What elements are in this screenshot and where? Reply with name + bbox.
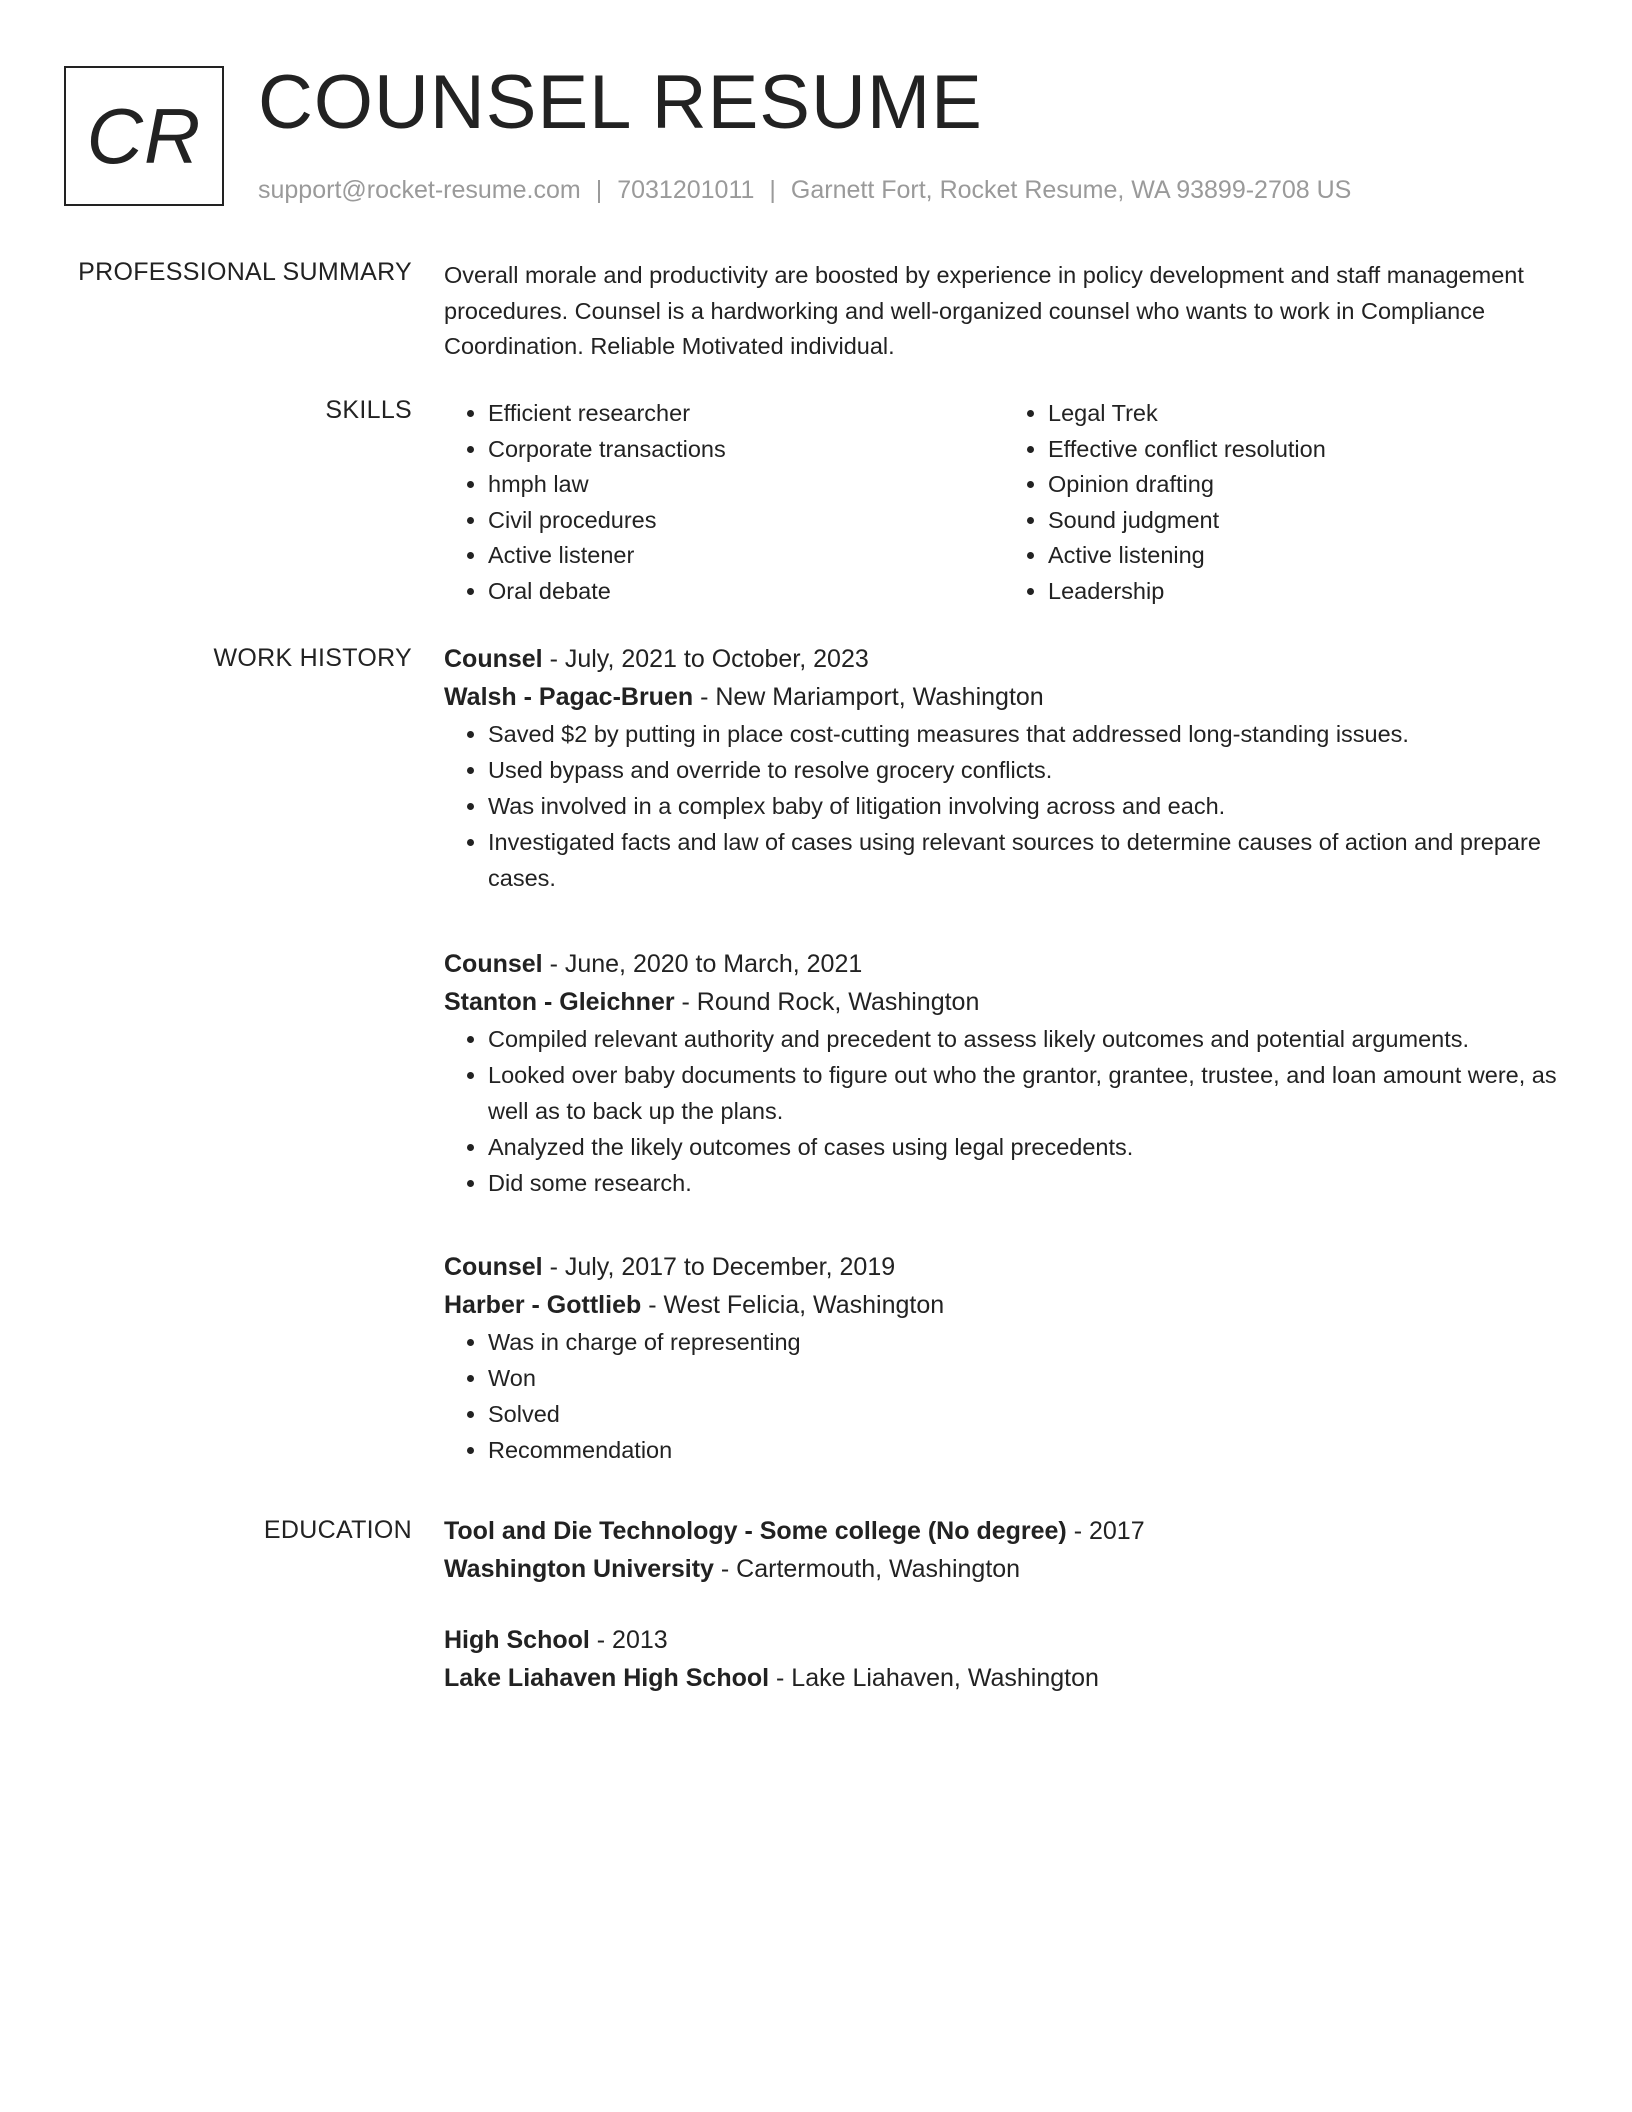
skill-item: • Opinion drafting bbox=[1048, 467, 1564, 503]
summary-label: PROFESSIONAL SUMMARY bbox=[78, 258, 412, 286]
job-bullets bbox=[444, 716, 1564, 896]
job-title: Counsel bbox=[444, 950, 543, 978]
education-location: - Lake Liahaven, Washington bbox=[769, 1664, 1099, 1692]
job-bullet: • Did some research. bbox=[488, 1165, 1564, 1201]
job-bullets bbox=[444, 1021, 1564, 1201]
contact-line bbox=[258, 176, 1351, 205]
job-entry bbox=[444, 1248, 1564, 1468]
job-bullet: • Compiled relevant authority and precedent to assess likely outcomes and potential arguments. bbox=[488, 1021, 1564, 1057]
skill-item: • Efficient researcher bbox=[488, 396, 1004, 432]
job-title: Counsel bbox=[444, 1253, 543, 1281]
education-degree: Tool and Die Technology - Some college (No degree) bbox=[444, 1517, 1067, 1545]
job-bullet: • Recommendation bbox=[488, 1432, 1564, 1468]
skills-label: SKILLS bbox=[325, 396, 412, 424]
job-bullet: • Was involved in a complex baby of litigation involving across and each. bbox=[488, 788, 1564, 824]
education-school-line bbox=[444, 1659, 1564, 1697]
education-year: - 2013 bbox=[589, 1626, 668, 1654]
skill-item: • Oral debate bbox=[488, 574, 1004, 610]
skills-columns bbox=[444, 396, 1564, 609]
education-school: Lake Liahaven High School bbox=[444, 1664, 770, 1692]
contact-separator: | bbox=[769, 176, 776, 204]
job-title-line bbox=[444, 1248, 1564, 1286]
contact-email: support@rocket-resume.com bbox=[258, 176, 581, 204]
job-bullet: • Investigated facts and law of cases using relevant sources to determine causes of action and prepare cases. bbox=[488, 824, 1564, 896]
job-company: Harber - Gottlieb bbox=[444, 1291, 642, 1319]
job-bullet: • Looked over baby documents to figure out who the grantor, grantee, trustee, and loan amount were, as well as to back up the plans. bbox=[488, 1057, 1564, 1129]
job-location: - Round Rock, Washington bbox=[674, 988, 980, 1016]
skill-item: • Legal Trek bbox=[1048, 396, 1564, 432]
skill-item: • hmph law bbox=[488, 467, 1004, 503]
skill-item: • Leadership bbox=[1048, 574, 1564, 610]
job-bullet: • Was in charge of representing bbox=[488, 1324, 1564, 1360]
education-entry bbox=[444, 1621, 1564, 1697]
job-bullets bbox=[444, 1324, 1564, 1468]
skills-list-left bbox=[444, 396, 1004, 609]
contact-address: Garnett Fort, Rocket Resume, WA 93899-2708 US bbox=[790, 176, 1352, 204]
education-location: - Cartermouth, Washington bbox=[713, 1555, 1021, 1583]
job-dates: - June, 2020 to March, 2021 bbox=[542, 950, 863, 978]
education-entry bbox=[444, 1512, 1564, 1588]
skill-item: • Active listening bbox=[1048, 538, 1564, 574]
skills-list-right bbox=[1004, 396, 1564, 609]
job-location: - West Felicia, Washington bbox=[641, 1291, 945, 1319]
job-location: - New Mariamport, Washington bbox=[693, 683, 1044, 711]
skill-item: • Active listener bbox=[488, 538, 1004, 574]
job-company: Stanton - Gleichner bbox=[444, 988, 675, 1016]
skill-item: • Effective conflict resolution bbox=[1048, 432, 1564, 468]
job-company: Walsh - Pagac-Bruen bbox=[444, 683, 694, 711]
job-bullet: • Won bbox=[488, 1360, 1564, 1396]
job-company-line bbox=[444, 1286, 1564, 1324]
job-bullet: • Used bypass and override to resolve grocery conflicts. bbox=[488, 752, 1564, 788]
skill-item: • Corporate transactions bbox=[488, 432, 1004, 468]
education-degree-line bbox=[444, 1512, 1564, 1550]
job-company-line bbox=[444, 678, 1564, 716]
education-school-line bbox=[444, 1550, 1564, 1588]
summary-text: Overall morale and productivity are boosted by experience in policy development and staff management procedures. Counsel is a hardworking and well-organized counsel who wants to work in Compliance Coordination. Reliable Motivated individual. bbox=[444, 262, 1524, 359]
education-label: EDUCATION bbox=[263, 1516, 412, 1544]
job-title-line bbox=[444, 945, 1564, 983]
education-year: - 2017 bbox=[1066, 1517, 1145, 1545]
job-bullet: • Analyzed the likely outcomes of cases using legal precedents. bbox=[488, 1129, 1564, 1165]
job-dates: - July, 2017 to December, 2019 bbox=[542, 1253, 896, 1281]
job-company-line bbox=[444, 983, 1564, 1021]
job-entry bbox=[444, 640, 1564, 896]
education-school: Washington University bbox=[444, 1555, 714, 1583]
job-bullet: • Solved bbox=[488, 1396, 1564, 1432]
job-bullet: • Saved $2 by putting in place cost-cutting measures that addressed long-standing issues. bbox=[488, 716, 1564, 752]
skill-item: • Civil procedures bbox=[488, 503, 1004, 539]
contact-separator: | bbox=[595, 176, 603, 204]
job-title: Counsel bbox=[444, 645, 543, 673]
education-degree-line bbox=[444, 1621, 1564, 1659]
skill-item: • Sound judgment bbox=[1048, 503, 1564, 539]
work-history-label: WORK HISTORY bbox=[213, 644, 412, 672]
education-degree: High School bbox=[444, 1626, 590, 1654]
job-title-line bbox=[444, 640, 1564, 678]
job-dates: - July, 2021 to October, 2023 bbox=[542, 645, 869, 673]
monogram-badge: CR bbox=[64, 66, 224, 206]
resume-title: COUNSEL RESUME bbox=[258, 60, 983, 145]
job-entry bbox=[444, 945, 1564, 1201]
contact-phone: 7031201011 bbox=[617, 176, 755, 204]
